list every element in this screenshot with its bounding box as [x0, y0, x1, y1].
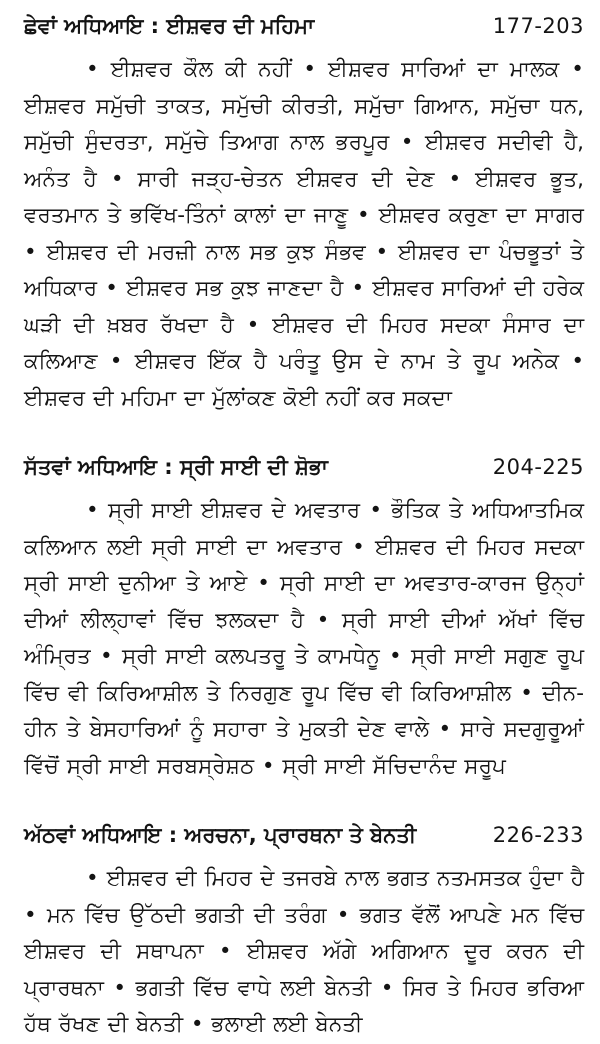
- chapter-7-title: ਸੱਤਵਾਂ ਅਧਿਆਇ : ਸ੍ਰੀ ਸਾਈ ਦੀ ਸ਼ੋਭਾ: [24, 455, 328, 479]
- chapter-6-title: ਛੇਵਾਂ ਅਧਿਆਇ : ਈਸ਼ਵਰ ਦੀ ਮਹਿਮਾ: [24, 14, 315, 38]
- chapter-6-heading: [24, 6, 584, 46]
- chapter-8-summary: • ਈਸ਼ਵਰ ਦੀ ਮਿਹਰ ਦੇ ਤਜਰਬੇ ਨਾਲ ਭਗਤ ਨਤਮਸਤਕ ਹੁੰਦਾ ਹੈ • ਮਨ ਵਿੱਚ ਉੱਠਦੀ ਭਗਤੀ ਦੀ ਤਰੰਗ • ਭਗਤ ਵੱਲੋਂ ਆਪਣੇ ਮਨ ਵਿੱਚ ਈਸ਼ਵਰ ਦੀ ਸਥਾਪਨਾ • ਈਸ਼ਵਰ ਅੱਗੇ ਅਗਿਆਨ ਦੂਰ ਕਰਨ ਦੀ ਪ੍ਰਾਰਥਨਾ • ਭਗਤੀ ਵਿੱਚ ਵਾਧੇ ਲਈ ਬੇਨਤੀ • ਸਿਰ ਤੇ ਮਿਹਰ ਭਰਿਆ ਹੱਥ ਰੱਖਣ ਦੀ ਬੇਨਤੀ • ਭਲਾਈ ਲਈ ਬੇਨਤੀ: [24, 866, 584, 1037]
- chapter-8-section: [24, 815, 584, 1044]
- chapter-7-summary: • ਸ੍ਰੀ ਸਾਈ ਈਸ਼ਵਰ ਦੇ ਅਵਤਾਰ • ਭੌਤਿਕ ਤੇ ਅਧਿਆਤਮਿਕ ਕਲਿਆਨ ਲਈ ਸ੍ਰੀ ਸਾਈ ਦਾ ਅਵਤਾਰ • ਈਸ਼ਵਰ ਦੀ ਮਿਹਰ ਸਦਕਾ ਸ੍ਰੀ ਸਾਈ ਦੁਨੀਆ ਤੇ ਆਏ • ਸ੍ਰੀ ਸਾਈ ਦਾ ਅਵਤਾਰ-ਕਾਰਜ ਉਨ੍ਹਾਂ ਦੀਆਂ ਲੀਲ੍ਹਾਵਾਂ ਵਿੱਚ ਝਲਕਦਾ ਹੈ • ਸ੍ਰੀ ਸਾਈ ਦੀਆਂ ਅੱਖਾਂ ਵਿੱਚ ਅੰਮ੍ਰਿਤ • ਸ੍ਰੀ ਸਾਈ ਕਲਪਤਰੂ ਤੇ ਕਾਮਧੇਨੂ • ਸ੍ਰੀ ਸਾਈ ਸਗੁਣ ਰੂਪ ਵਿੱਚ ਵੀ ਕਿਰਿਆਸ਼ੀਲ ਤੇ ਨਿਰਗੁਣ ਰੂਪ ਵਿੱਚ ਵੀ ਕਿਰਿਆਸ਼ੀਲ • ਦੀਨ-ਹੀਨ ਤੇ ਬੇਸਹਾਰਿਆਂ ਨੂੰ ਸਹਾਰਾ ਤੇ ਮੁਕਤੀ ਦੇਣ ਵਾਲੇ • ਸਾਰੇ ਸਦਗੁਰੂਆਂ ਵਿੱਚੋਂ ਸ੍ਰੀ ਸਾਈ ਸਰਬਸ੍ਰੇਸ਼ਠ • ਸ੍ਰੀ ਸਾਈ ਸੱਚਿਦਾਨੰਦ ਸਰੂਪ: [24, 498, 584, 779]
- chapter-8-page-range: 226-233: [492, 823, 584, 847]
- chapter-6-summary: • ਈਸ਼ਵਰ ਕੌਲ ਕੀ ਨਹੀਂ • ਈਸ਼ਵਰ ਸਾਰਿਆਂ ਦਾ ਮਾਲਕ • ਈਸ਼ਵਰ ਸਮੁੱਚੀ ਤਾਕਤ, ਸਮੁੱਚੀ ਕੀਰਤੀ, ਸਮੁੱਚਾ ਗਿਆਨ, ਸਮੁੱਚਾ ਧਨ, ਸਮੁੱਚੀ ਸੁੰਦਰਤਾ, ਸਮੁੱਚੇ ਤਿਆਗ ਨਾਲ ਭਰਪੂਰ • ਈਸ਼ਵਰ ਸਦੀਵੀ ਹੈ, ਅਨੰਤ ਹੈ • ਸਾਰੀ ਜੜ੍ਹ-ਚੇਤਨ ਈਸ਼ਵਰ ਦੀ ਦੇਣ • ਈਸ਼ਵਰ ਭੂਤ, ਵਰਤਮਾਨ ਤੇ ਭਵਿੱਖ-ਤਿੰਨਾਂ ਕਾਲਾਂ ਦਾ ਜਾਣੂ • ਈਸ਼ਵਰ ਕਰੁਣਾ ਦਾ ਸਾਗਰ • ਈਸ਼ਵਰ ਦੀ ਮਰਜ਼ੀ ਨਾਲ ਸਭ ਕੁਝ ਸੰਭਵ • ਈਸ਼ਵਰ ਦਾ ਪੰਚਭੂਤਾਂ ਤੇ ਅਧਿਕਾਰ • ਈਸ਼ਵਰ ਸਭ ਕੁਝ ਜਾਣਦਾ ਹੈ • ਈਸ਼ਵਰ ਸਾਰਿਆਂ ਦੀ ਹਰੇਕ ਘੜੀ ਦੀ ਖ਼ਬਰ ਰੱਖਦਾ ਹੈ • ਈਸ਼ਵਰ ਦੀ ਮਿਹਰ ਸਦਕਾ ਸੰਸਾਰ ਦਾ ਕਲਿਆਣ • ਈਸ਼ਵਰ ਇੱਕ ਹੈ ਪਰੰਤੂ ਉਸ ਦੇ ਨਾਮ ਤੇ ਰੂਪ ਅਨੇਕ • ਈਸ਼ਵਰ ਦੀ ਮਹਿਮਾ ਦਾ ਮੁੱਲਾਂਕਣ ਕੋਈ ਨਹੀਂ ਕਰ ਸਕਦਾ: [24, 57, 584, 411]
- chapter-8-title: ਅੱਠਵਾਂ ਅਧਿਆਇ : ਅਰਚਨਾ, ਪ੍ਰਾਰਥਨਾ ਤੇ ਬੇਨਤੀ: [24, 823, 417, 847]
- chapter-8-heading: [24, 815, 584, 855]
- chapter-7-heading: [24, 447, 584, 487]
- chapter-7-section: [24, 447, 584, 785]
- chapter-7-page-range: 204-225: [492, 455, 584, 479]
- chapter-6-section: [24, 6, 584, 417]
- chapter-6-page-range: 177-203: [492, 14, 584, 38]
